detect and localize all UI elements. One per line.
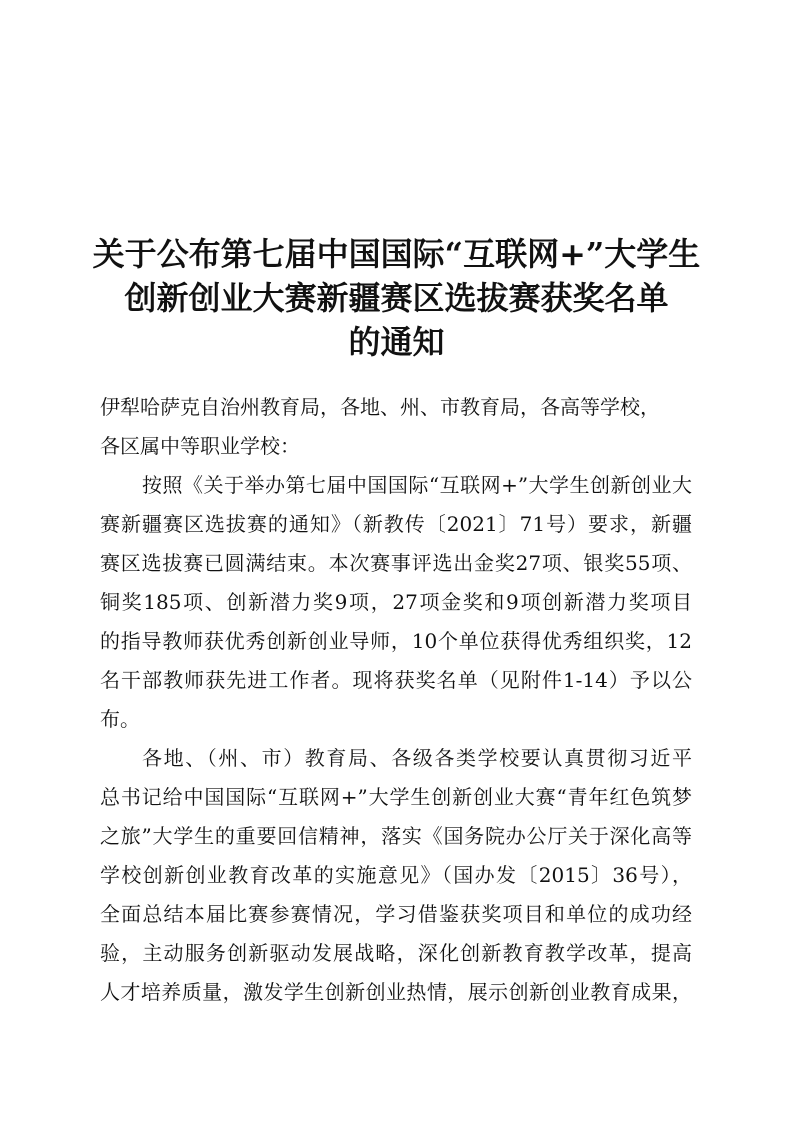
- title-line-1: 关于公布第七届中国国际“互联网+”大学生: [92, 235, 701, 273]
- paragraph-1-line-4: 铜奖185项、创新潜力奖9项，27项金奖和9项创新潜力奖项目: [100, 590, 692, 614]
- title-line-3: 的通知: [348, 323, 445, 361]
- paragraph-1-line-5: 的指导教师获优秀创新创业导师，10个单位获得优秀组织奖，12: [100, 629, 692, 653]
- paragraph-1-line-1: 按照《关于举办第七届中国国际“互联网+”大学生创新创业大: [142, 473, 692, 497]
- document-body: [100, 388, 692, 1012]
- paragraph-2-line-4: 学校创新创业教育改革的实施意见》（国办发〔2015〕36号），: [100, 863, 692, 887]
- addressee-line-2: 各区属中等职业学校：: [100, 434, 300, 458]
- document-title: [80, 232, 713, 364]
- paragraph-2-line-5: 全面总结本届比赛参赛情况，学习借鉴获奖项目和单位的成功经: [100, 902, 692, 926]
- paragraph-1-line-6: 名干部教师获先进工作者。现将获奖名单（见附件1-14）予以公: [100, 668, 692, 692]
- paragraph-2-line-2: 总书记给中国国际“互联网+”大学生创新创业大赛“青年红色筑梦: [100, 785, 692, 809]
- addressee-line-1: 伊犁哈萨克自治州教育局，各地、州、市教育局，各高等学校，: [100, 395, 660, 419]
- paragraph-1: [100, 466, 692, 739]
- paragraph-1-line-7: 布。: [100, 707, 140, 731]
- paragraph-1-line-2: 赛新疆赛区选拔赛的通知》（新教传〔2021〕71号）要求，新疆: [100, 512, 692, 536]
- paragraph-2: [100, 739, 692, 1012]
- paragraph-2-line-6: 验，主动服务创新驱动发展战略，深化创新教育教学改革，提高: [100, 941, 692, 965]
- paragraph-1-line-3: 赛区选拔赛已圆满结束。本次赛事评选出金奖27项、银奖55项、: [100, 551, 692, 575]
- paragraph-2-line-1: 各地、（州、市）教育局、各级各类学校要认真贯彻习近平: [142, 746, 692, 770]
- paragraph-2-line-7: 人才培养质量，激发学生创新创业热情，展示创新创业教育成果，: [100, 980, 692, 1004]
- paragraph-2-line-3: 之旅”大学生的重要回信精神，落实《国务院办公厅关于深化高等: [100, 824, 692, 848]
- addressee: [100, 388, 692, 466]
- title-line-2: 创新创业大赛新疆赛区选拔赛获奖名单: [124, 279, 669, 317]
